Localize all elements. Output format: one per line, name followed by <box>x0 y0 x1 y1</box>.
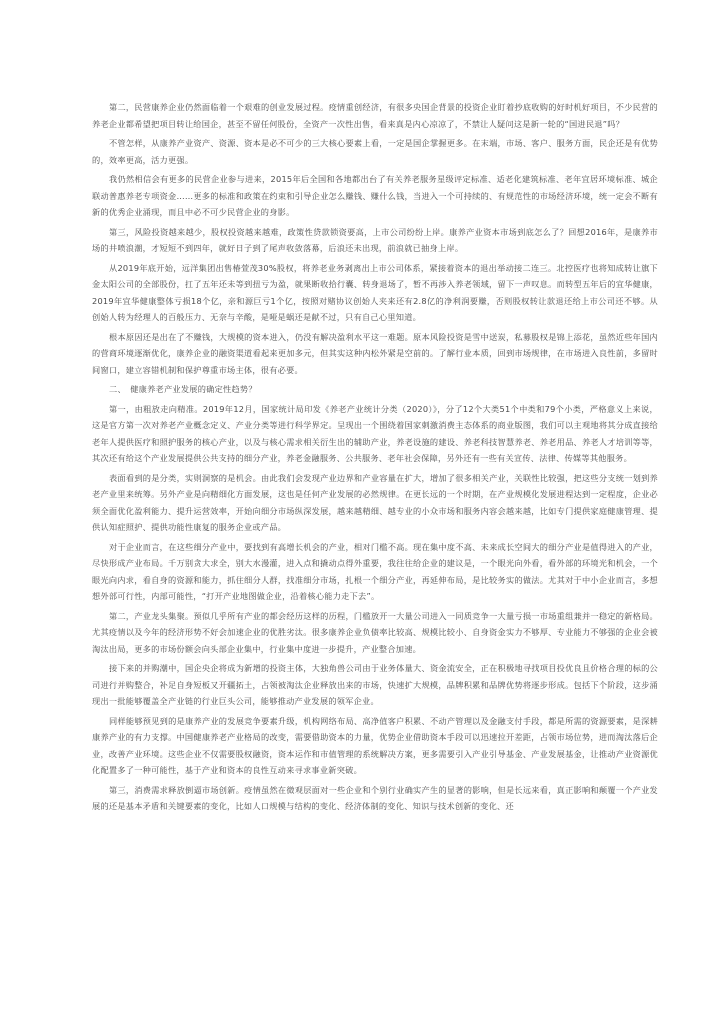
paragraph-13: 第三，消费需求释放倒逼市场创新。疫情虽然在微观层面对一些企业和个别行业确实产生的显著的影响，但是长远来看，真正影响和颠覆一个产业发展的还是基本矛盾和关键要素的变化，比如人口规模与结构的变化、经济体制的变化、知识与技术创新的变化、还 <box>92 784 658 811</box>
paragraph-7: 第一，由粗放走向精准。2019年12月，国家统计局印发《养老产业统计分类（2020）》，分了12个大类51个中类和79个小类，严格意义上来说，这是官方第一次对养老产业概念定义、产业分类等进行科学界定。呈现出一个围绕着国家刺激消费主态体系的商业版图，我们可以主观地将其分成直接给老年人提供医疗和照护服务的核心产业，以及与核心需求相关衍生出的辅助产业，养老设施的建设、养老科技智慧养老、养老用品、养老人才培训等等，其次还有给这个产业发展提供公共支持的细分产业，养老金融服务、公共服务、老年社会保障，另外还有一些有关宣传、法律、传媒等其他服务。 <box>92 403 658 463</box>
paragraph-12: 同样能够预见到的是康养产业的发展竞争要素升级，机构网络布局、高净值客户积累、不动产管理以及金融支付手段，都是所需的资源要素，是深耕康养产业的有力支撑。中国健康养老产业格局的改变，需要借助资本的力量，优势企业借助资本手段可以迅速拉开差距，占领市场位势，进而淘汰落后企业，改善产业环境。这些企业不仅需要股权融资，资本运作和市值管理的系统解决方案，更多需要引入产业引导基金、产业发展基金，让推动产业资源优化配置多了一种可能性，基于产业和资本的良性互动来寻求事业新突破。 <box>92 715 658 775</box>
section-heading: 二、 健康养老产业发展的确定性趋势？ <box>109 384 257 394</box>
paragraph-3: 我仍然相信会有更多的民营企业参与进来，2015年后全国和各地都出台了有关养老服务星级评定标准、适老化建筑标准、老年宜居环境标准、城企联动普惠养老专项资金……更多的标准和政策在约束和引导企业怎么赚钱、赚什么钱，当进入一个可持续的、有规范性的市场经济环境，统一定会不断有新的优秀企业涌现，而且中必不可少民营企业的身影。 <box>92 174 658 217</box>
paragraph-2: 不管怎样，从康养产业资产、资源、资本是必不可少的三大核心要素上看，一定是国企掌握更多。在末端，市场、客户、服务方面，民企还是有优势的，效率更高，活力更强。 <box>92 138 658 165</box>
paragraph-4: 第三，风险投资越来越少，股权投资越来越难，政策性贷款锁资要高，上市公司纷纷上岸。康养产业资本市场到底怎么了？回想2016年，是康养市场的井喷浪潮，才短短不到四年，就好日子到了尾声收敛落幕，后浪还未出现，前浪就已抽身上岸。 <box>92 226 658 253</box>
paragraph-11: 接下来的并购潮中，国企央企将成为新增的投资主体，大独角兽公司由于业务体量大、资金流安全，正在积极地寻找项目投优良且价格合理的标的公司进行并购整合，补足自身短板又开疆拓土，占领被淘汰企业释放出来的市场，快速扩大规模，品牌积累和品牌优势将逐步形成。包括下个阶段，这步涌现出一批能够覆盖全产业链的行业巨头公司，能够推动产业发展的领军企业。 <box>92 663 658 706</box>
paragraph-10: 第二，产业龙头集聚。预似几乎所有产业的都会经历这样的历程，门槛放开一大量公司进入一同质竞争一大量亏损一市场重组兼并一稳定的新格局。尤其疫情以及今年的经济形势不好会加速企业的优胜劣汰。很多康养企业负债率比较高、规模比较小、自身资金实力不够厚、专业能力不够强的企业会被淘汰出局，更多的市场份额会向头部企业集中，行业集中度进一步提升，产业整合加速。 <box>92 610 658 654</box>
paragraph-5: 从2019年底开始，远洋集团出售椿萱茂30%股权，将养老业务剥离出上市公司体系，紧接着资本的退出举动接二连三。北控医疗也将知成转让旗下金太阳公司的全部股份，扛了五年还未等到扭亏为盈，就果断收拾行囊、转身退场了，暂不再涉入养老领域，留下一声叹息。而转型五年后的宜华健康，2019年宜华健康整体亏损18个亿，亲和源巨亏1个亿，按照对赌协议创始人夹来还有2.8亿的净利润要赚，否则股权转让款退还给上市公司还不够。从创始人转为经理人的百般压力、无奈与辛酸，是哑是蜗还是献不过，只有自己心里知道。 <box>92 262 658 322</box>
paragraph-6: 根本原因还是出在了不赚钱，大规模的资本进入，仍没有解决盈利水平这一难题。原本风险投资是雪中送炭，私募股权是锦上添花，虽然近些年国内的营商环境逐渐优化，康养企业的融资渠道看起来更加多元，但其实这种内松外紧是空前的。了解行业本质，回到市场规律，在市场进入良性前，多留时间窗口，建立容错机制和保护尊重市场主体，很有必要。 <box>92 331 658 375</box>
document-body <box>92 99 658 818</box>
paragraph-8: 表面看到的是分类，实则洞察的是机会。由此我们会发现产业边界和产业容量在扩大，增加了很多相关产业，关联性比较强，把这些分支统一划到养老产业里来统筹。另外产业是向精细化方面发展，这也是任何产业发展的必然规律。在更长远的一个时期，在产业规模化发展进程达到一定程度，企业必须全面优化盈利能力、提升运营效率，开始向细分市场纵深发展，越来越精细、越专业的小众市场和服务内容会越来越，比如专门提供家庭健康管理、提供认知症照护、提供功能性康复的服务企业或产品。 <box>92 472 658 532</box>
paragraph-1: 第二，民营康养企业仍然面临着一个艰难的创业发展过程。疫情重创经济，有很多央国企背景的投资企业盯着抄底收购的好时机好项目，不少民营的养老企业都希望把项目转让给国企，甚至不留任何股份，全资产一次性出售，看来真是内心凉凉了，不禁让人疑问这是新一轮的“国进民退”吗？ <box>92 102 658 129</box>
paragraph-9: 对于企业而言，在这些细分产业中，要找到有高增长机会的产业，相对门槛不高。现在集中度不高、未来成长空间大的细分产业是值得进入的产业，尽快形成产业布局。千万别贪大求全，别大水漫灌，进入点和撬动点得外重要，我往往给企业的建议是，一个眼光向外看，看外部的环境光和机会，一个眼光向内求，看自身的资源和能力，抓住细分人群，找准细分市场，扎根一个细分产业，再延伸布局，是比较务实的做法。尤其对于中小企业而言，多想想外部可行性，内部可能性，“打开产业地图做企业，沿着核心能力走下去”。 <box>92 541 658 601</box>
